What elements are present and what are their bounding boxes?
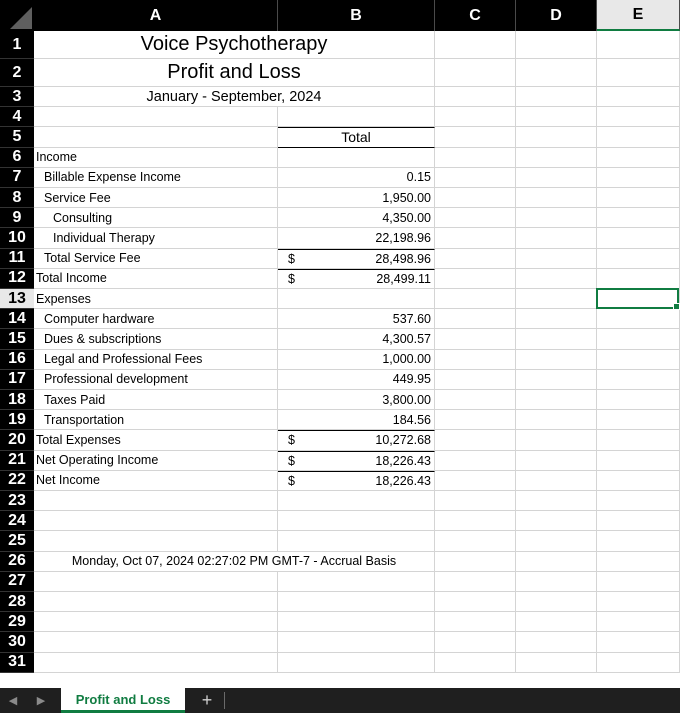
row-header-27[interactable]: 27 — [0, 572, 34, 592]
cell[interactable] — [435, 228, 516, 248]
cell[interactable] — [435, 531, 516, 551]
line-amount: 537.60 — [392, 311, 431, 326]
row-header-24[interactable]: 24 — [0, 511, 34, 531]
cell[interactable] — [435, 249, 516, 269]
cell[interactable] — [34, 491, 278, 511]
report-company: Voice Psychotherapy — [34, 31, 435, 59]
line-value — [278, 208, 435, 228]
cell[interactable] — [516, 572, 597, 592]
active-cell-selection[interactable] — [596, 288, 679, 309]
line-value — [278, 309, 435, 329]
cell[interactable] — [34, 531, 278, 551]
cell[interactable] — [597, 612, 680, 632]
line-value — [278, 430, 435, 450]
cell[interactable] — [435, 552, 516, 572]
cell[interactable] — [34, 653, 278, 673]
sheet-tab-profit-and-loss[interactable]: Profit and Loss — [61, 688, 185, 713]
cell[interactable] — [278, 612, 435, 632]
column-header-a[interactable]: A — [34, 0, 278, 31]
cell[interactable] — [435, 410, 516, 430]
cell[interactable] — [516, 289, 597, 309]
cell[interactable] — [278, 491, 435, 511]
line-label: Billable Expense Income — [34, 168, 278, 188]
cell[interactable] — [516, 107, 597, 127]
row-header-7[interactable]: 7 — [0, 168, 34, 188]
report-period: January - September, 2024 — [34, 87, 435, 107]
cell[interactable] — [516, 87, 597, 107]
currency-symbol: $ — [288, 251, 295, 266]
cell[interactable] — [516, 471, 597, 491]
report-column-header: Total — [278, 127, 435, 147]
row-header-22[interactable]: 22 — [0, 471, 34, 491]
cell[interactable] — [516, 329, 597, 349]
cell[interactable] — [516, 511, 597, 531]
cell[interactable] — [597, 592, 680, 612]
line-amount: 28,499.11 — [376, 271, 431, 286]
cell[interactable] — [516, 148, 597, 168]
cell[interactable] — [516, 390, 597, 410]
line-value — [278, 289, 435, 309]
row-header-16[interactable]: 16 — [0, 350, 34, 370]
cell[interactable] — [34, 511, 278, 531]
line-amount: 3,800.00 — [382, 392, 431, 407]
cell[interactable] — [597, 370, 680, 390]
line-label: Service Fee — [34, 188, 278, 208]
cell[interactable] — [597, 228, 680, 248]
column-header-c[interactable]: C — [435, 0, 516, 31]
row-header-8[interactable]: 8 — [0, 188, 34, 208]
line-label: Individual Therapy — [34, 228, 278, 248]
line-label: Dues & subscriptions — [34, 329, 278, 349]
cell[interactable] — [597, 329, 680, 349]
row-header-17[interactable]: 17 — [0, 370, 34, 390]
line-amount: 1,950.00 — [382, 190, 431, 205]
column-header-d[interactable]: D — [516, 0, 597, 31]
cell[interactable] — [278, 572, 435, 592]
line-value — [278, 168, 435, 188]
row-header-28[interactable]: 28 — [0, 592, 34, 612]
line-amount: 22,198.96 — [375, 230, 431, 245]
cell[interactable] — [597, 309, 680, 329]
cell[interactable] — [435, 87, 516, 107]
cell[interactable] — [435, 329, 516, 349]
cell[interactable] — [435, 59, 516, 87]
cell[interactable] — [597, 451, 680, 471]
line-value — [278, 471, 435, 491]
row-header-20[interactable]: 20 — [0, 430, 34, 450]
cell[interactable] — [597, 350, 680, 370]
line-value — [278, 451, 435, 471]
cell[interactable] — [597, 390, 680, 410]
cell[interactable] — [435, 107, 516, 127]
line-amount: 449.95 — [392, 372, 431, 387]
line-value — [278, 390, 435, 410]
line-amount: 4,300.57 — [382, 331, 431, 346]
line-amount: 28,498.96 — [375, 251, 431, 266]
cell[interactable] — [34, 612, 278, 632]
cell[interactable] — [34, 632, 278, 652]
currency-symbol: $ — [288, 453, 295, 468]
sheet-tab-bar — [0, 688, 680, 713]
line-label: Taxes Paid — [34, 390, 278, 410]
cell-grid[interactable] — [34, 31, 680, 688]
cell[interactable] — [516, 592, 597, 612]
cell[interactable] — [435, 511, 516, 531]
cell[interactable] — [516, 632, 597, 652]
cell[interactable] — [278, 511, 435, 531]
cell[interactable] — [516, 451, 597, 471]
line-value — [278, 228, 435, 248]
cell[interactable] — [435, 471, 516, 491]
cell[interactable] — [435, 612, 516, 632]
row-header-31[interactable]: 31 — [0, 653, 34, 673]
row-header-26[interactable]: 26 — [0, 552, 34, 572]
row-header-13[interactable]: 13 — [0, 289, 34, 309]
line-amount: 18,226.43 — [375, 473, 431, 488]
cell[interactable] — [597, 491, 680, 511]
line-label: Legal and Professional Fees — [34, 350, 278, 370]
triangle-left-icon[interactable]: ◀ — [8, 695, 18, 707]
cell[interactable] — [516, 249, 597, 269]
row-header-30[interactable]: 30 — [0, 632, 34, 652]
row-header-12[interactable]: 12 — [0, 269, 34, 289]
row-header-9[interactable]: 9 — [0, 208, 34, 228]
cell[interactable] — [435, 269, 516, 289]
cell[interactable] — [597, 632, 680, 652]
cell[interactable] — [516, 269, 597, 289]
cell[interactable] — [34, 572, 278, 592]
row-header-29[interactable]: 29 — [0, 612, 34, 632]
cell[interactable] — [516, 653, 597, 673]
cell[interactable] — [516, 31, 597, 59]
select-all-button[interactable] — [0, 0, 34, 31]
cell[interactable] — [597, 471, 680, 491]
cell[interactable] — [597, 59, 680, 87]
cell[interactable] — [597, 410, 680, 430]
cell[interactable] — [516, 228, 597, 248]
line-label: Professional development — [34, 370, 278, 390]
triangle-right-icon[interactable]: ▶ — [36, 695, 46, 707]
cell[interactable] — [597, 552, 680, 572]
line-value — [278, 148, 435, 168]
cell[interactable] — [597, 572, 680, 592]
cell[interactable] — [435, 31, 516, 59]
line-amount: 184.56 — [392, 412, 431, 427]
line-value — [278, 329, 435, 349]
line-label: Total Income — [34, 269, 278, 289]
cell[interactable] — [34, 107, 278, 127]
line-label: Total Expenses — [34, 430, 278, 450]
cell[interactable] — [516, 350, 597, 370]
line-label: Consulting — [34, 208, 278, 228]
cell[interactable] — [34, 127, 278, 147]
row-header-25[interactable]: 25 — [0, 531, 34, 551]
row-header-14[interactable]: 14 — [0, 309, 34, 329]
cell[interactable] — [435, 653, 516, 673]
cell[interactable] — [597, 87, 680, 107]
line-label: Transportation — [34, 410, 278, 430]
row-header-4[interactable]: 4 — [0, 107, 34, 127]
report-footer: Monday, Oct 07, 2024 02:27:02 PM GMT-7 - Accrual Basis — [34, 552, 435, 572]
currency-symbol: $ — [288, 271, 295, 286]
line-amount: 18,226.43 — [375, 453, 431, 468]
row-header-15[interactable]: 15 — [0, 329, 34, 349]
line-amount: 1,000.00 — [382, 352, 431, 367]
tab-separator — [224, 692, 225, 709]
line-amount: 10,272.68 — [375, 433, 431, 448]
cell[interactable] — [597, 31, 680, 59]
row-header-5[interactable]: 5 — [0, 127, 34, 147]
currency-symbol: $ — [288, 473, 295, 488]
cell[interactable] — [597, 208, 680, 228]
cell[interactable] — [435, 350, 516, 370]
cell[interactable] — [435, 188, 516, 208]
cell[interactable] — [597, 107, 680, 127]
cell[interactable] — [435, 572, 516, 592]
column-header-e[interactable]: E — [597, 0, 680, 31]
line-label: Income — [34, 148, 278, 168]
line-value — [278, 188, 435, 208]
cell[interactable] — [435, 168, 516, 188]
cell[interactable] — [435, 309, 516, 329]
line-value — [278, 350, 435, 370]
line-label: Net Operating Income — [34, 451, 278, 471]
cell[interactable] — [597, 188, 680, 208]
line-label: Computer hardware — [34, 309, 278, 329]
line-value — [278, 370, 435, 390]
row-header-19[interactable]: 19 — [0, 410, 34, 430]
cell[interactable] — [597, 511, 680, 531]
row-header-1[interactable]: 1 — [0, 31, 34, 59]
cell[interactable] — [278, 107, 435, 127]
row-header-10[interactable]: 10 — [0, 228, 34, 248]
cell[interactable] — [597, 531, 680, 551]
cell[interactable] — [435, 430, 516, 450]
cell[interactable] — [516, 188, 597, 208]
row-header-23[interactable]: 23 — [0, 491, 34, 511]
cell[interactable] — [516, 309, 597, 329]
cell[interactable] — [516, 370, 597, 390]
cell[interactable] — [278, 531, 435, 551]
cell[interactable] — [435, 491, 516, 511]
cell[interactable] — [435, 370, 516, 390]
report-title: Profit and Loss — [34, 59, 435, 87]
line-amount: 4,350.00 — [382, 210, 431, 225]
cell[interactable] — [597, 653, 680, 673]
cell[interactable] — [597, 168, 680, 188]
cell[interactable] — [435, 451, 516, 471]
cell[interactable] — [516, 430, 597, 450]
row-header-11[interactable]: 11 — [0, 249, 34, 269]
line-label: Total Service Fee — [34, 249, 278, 269]
row-header-3[interactable]: 3 — [0, 87, 34, 107]
line-label: Net Income — [34, 471, 278, 491]
cell[interactable] — [516, 410, 597, 430]
cell[interactable] — [516, 127, 597, 147]
cell[interactable] — [278, 653, 435, 673]
cell[interactable] — [435, 390, 516, 410]
cell[interactable] — [516, 552, 597, 572]
cell[interactable] — [597, 269, 680, 289]
cell[interactable] — [435, 127, 516, 147]
cell[interactable] — [597, 430, 680, 450]
cell[interactable] — [597, 148, 680, 168]
currency-symbol: $ — [288, 433, 295, 448]
cell[interactable] — [516, 612, 597, 632]
cell[interactable] — [435, 208, 516, 228]
fill-handle[interactable] — [673, 303, 680, 310]
row-header-6[interactable]: 6 — [0, 148, 34, 168]
cell[interactable] — [435, 148, 516, 168]
line-amount: 0.15 — [406, 170, 431, 185]
line-value — [278, 269, 435, 289]
cell[interactable] — [516, 208, 597, 228]
cell[interactable] — [516, 59, 597, 87]
cell[interactable] — [597, 249, 680, 269]
cell[interactable] — [435, 289, 516, 309]
cell[interactable] — [278, 592, 435, 612]
cell[interactable] — [516, 168, 597, 188]
line-value — [278, 410, 435, 430]
line-value — [278, 249, 435, 269]
column-header-b[interactable]: B — [278, 0, 435, 31]
cell[interactable] — [516, 491, 597, 511]
line-label: Expenses — [34, 289, 278, 309]
cell[interactable] — [278, 632, 435, 652]
add-sheet-button[interactable]: + — [201, 690, 213, 710]
cell[interactable] — [597, 127, 680, 147]
row-header-2[interactable]: 2 — [0, 59, 34, 87]
row-header-18[interactable]: 18 — [0, 390, 34, 410]
cell[interactable] — [435, 632, 516, 652]
cell[interactable] — [516, 531, 597, 551]
select-all-icon — [10, 7, 32, 29]
cell[interactable] — [435, 592, 516, 612]
row-header-21[interactable]: 21 — [0, 451, 34, 471]
cell[interactable] — [34, 592, 278, 612]
